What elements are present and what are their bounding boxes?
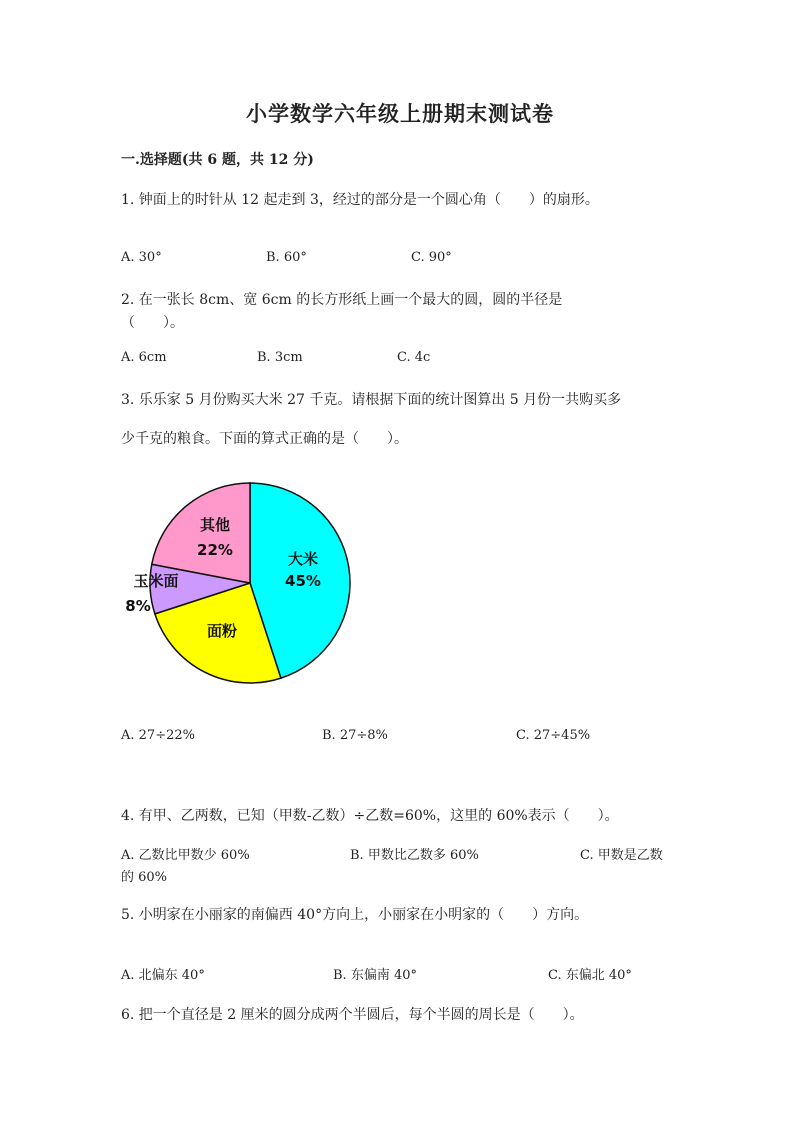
question-2-stem-line2: （ ）。: [121, 315, 184, 331]
question-5-option-a: A. 北偏东 40°: [121, 968, 205, 983]
question-3-option-c: C. 27÷45%: [516, 728, 591, 743]
question-2-option-a: A. 6cm: [121, 350, 167, 365]
question-4-option-b: B. 甲数比乙数多 60%: [350, 848, 479, 863]
question-1-stem: 1. 钟面上的时针从 12 起走到 3，经过的部分是一个圆心角（ ）的扇形。: [121, 192, 599, 208]
question-4-stem: 4. 有甲、乙两数，已知（甲数-乙数）÷乙数=60%，这里的 60%表示（ ）。: [121, 808, 619, 824]
question-6-stem: 6. 把一个直径是 2 厘米的圆分成两个半圆后，每个半圆的周长是（ ）。: [121, 1007, 584, 1023]
question-2-stem-line1: 2. 在一张长 8cm、宽 6cm 的长方形纸上画一个最大的圆，圆的半径是: [121, 292, 563, 308]
pie-label-other-name: 其他: [199, 516, 231, 534]
pie-label-other-value: 22%: [197, 541, 233, 559]
pie-label-corn-value: 8%: [125, 597, 151, 615]
question-5-stem: 5. 小明家在小丽家的南偏西 40°方向上，小丽家在小明家的（ ）方向。: [121, 907, 589, 923]
question-2-option-c: C. 4c: [397, 350, 431, 365]
pie-chart: [118, 476, 358, 686]
question-4-option-a: A. 乙数比甲数少 60%: [121, 848, 250, 863]
question-1-option-c: C. 90°: [411, 250, 452, 265]
pie-label-rice-value: 45%: [285, 572, 321, 590]
question-2-option-b: B. 3cm: [257, 350, 303, 365]
pie-label-flour-name: 面粉: [206, 622, 238, 640]
question-3-option-b: B. 27÷8%: [322, 728, 388, 743]
question-3-stem-line1: 3. 乐乐家 5 月份购买大米 27 千克。请根据下面的统计图算出 5 月份一共购买多: [121, 392, 622, 408]
question-3-stem-line2: 少千克的粮食。下面的算式正确的是（ ）。: [121, 431, 408, 447]
pie-label-rice-name: 大米: [287, 550, 319, 568]
pie-label-corn-name: 玉米面: [133, 572, 179, 590]
question-4-option-c: C. 甲数是乙数: [580, 848, 663, 863]
question-4-option-c-continued: 的 60%: [121, 870, 168, 885]
page-title: 小学数学六年级上册期末测试卷: [246, 101, 554, 126]
question-1-option-b: B. 60°: [266, 250, 307, 265]
section-heading: 一.选择题(共 6 题，共 12 分): [121, 152, 314, 168]
question-1-option-a: A. 30°: [121, 250, 162, 265]
question-5-option-b: B. 东偏南 40°: [333, 968, 417, 983]
question-5-option-c: C. 东偏北 40°: [548, 968, 632, 983]
question-3-option-a: A. 27÷22%: [121, 728, 195, 743]
